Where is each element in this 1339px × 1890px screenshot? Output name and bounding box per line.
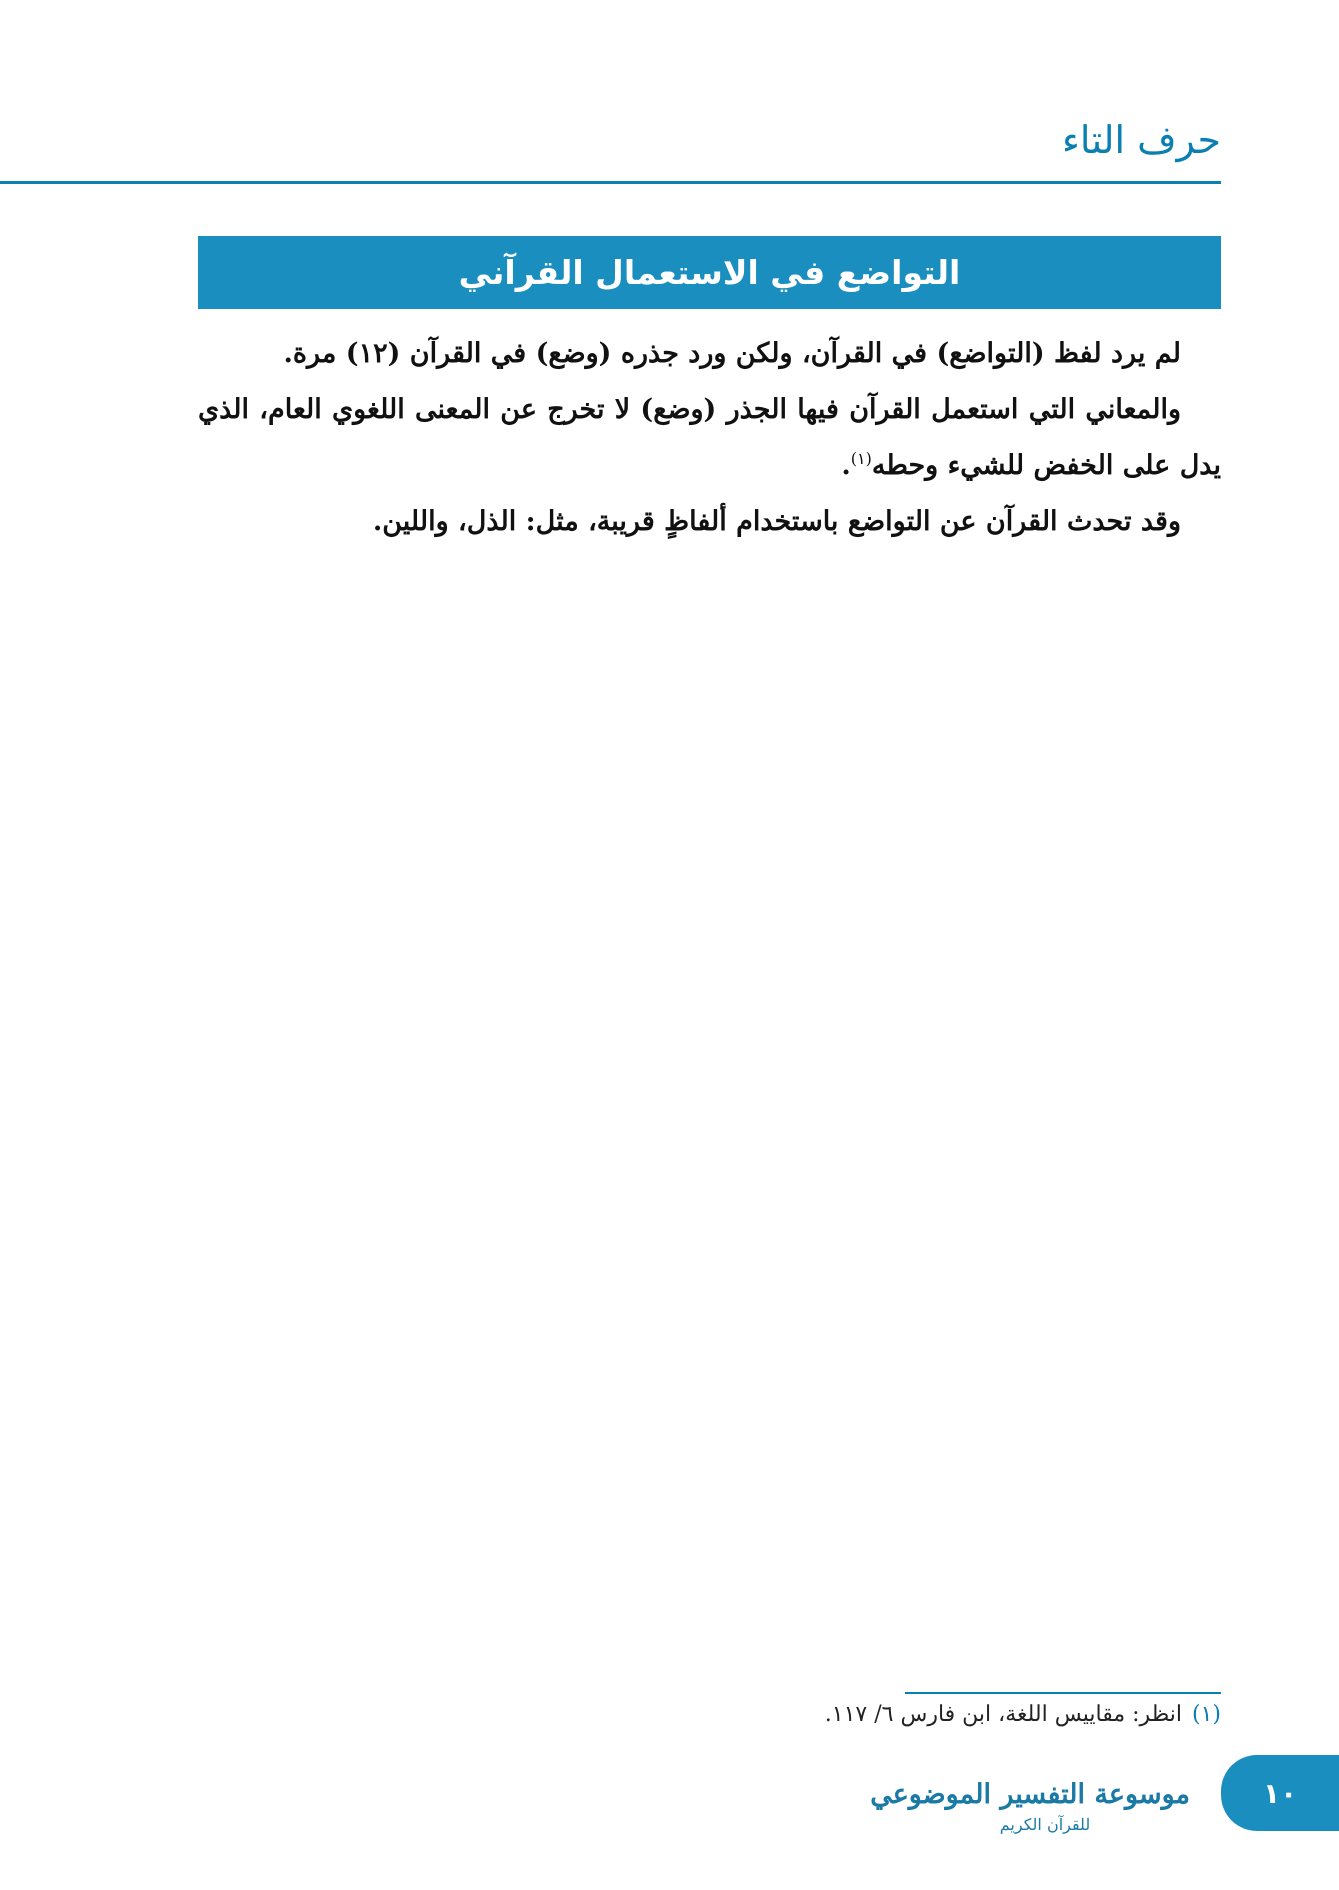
paragraph-1: لم يرد لفظ (التواضع) في القرآن، ولكن ورد جذره (وضع) في القرآن (١٢) مرة. — [283, 338, 1181, 369]
footnote-divider — [905, 1692, 1221, 1694]
paragraph-2-text: والمعاني التي استعمل القرآن فيها الجذر (وضع) لا تخرج عن المعنى اللغوي العام، الذي يدل على الخفض للشيء وحطه — [198, 394, 1221, 481]
paragraph-2-end: . — [841, 450, 851, 481]
footnote-marker: (١) — [1191, 1702, 1221, 1727]
footnote — [321, 1702, 1221, 1727]
header-divider — [0, 181, 1221, 184]
paragraph-3: وقد تحدث القرآن عن التواضع باستخدام ألفاظٍ قريبة، مثل: الذل، واللين. — [372, 506, 1181, 537]
section-title: التواضع في الاستعمال القرآني — [458, 253, 961, 292]
page-number: ١٠ — [1263, 1776, 1298, 1810]
section-banner — [198, 236, 1221, 309]
chapter-title: حرف التاء — [1062, 118, 1221, 162]
logo-subtitle: للقرآن الكريم — [999, 1815, 1091, 1834]
logo-title: موسوعة التفسير الموضوعي — [870, 1779, 1190, 1810]
footnote-text: انظر: مقاييس اللغة، ابن فارس ٦/ ١١٧. — [824, 1702, 1182, 1727]
publication-logo — [870, 1776, 1190, 1846]
page-number-tab — [1221, 1755, 1339, 1831]
paragraph-2 — [198, 382, 1221, 494]
footnote-reference[interactable]: (١) — [850, 449, 872, 468]
body-text — [198, 326, 1221, 550]
